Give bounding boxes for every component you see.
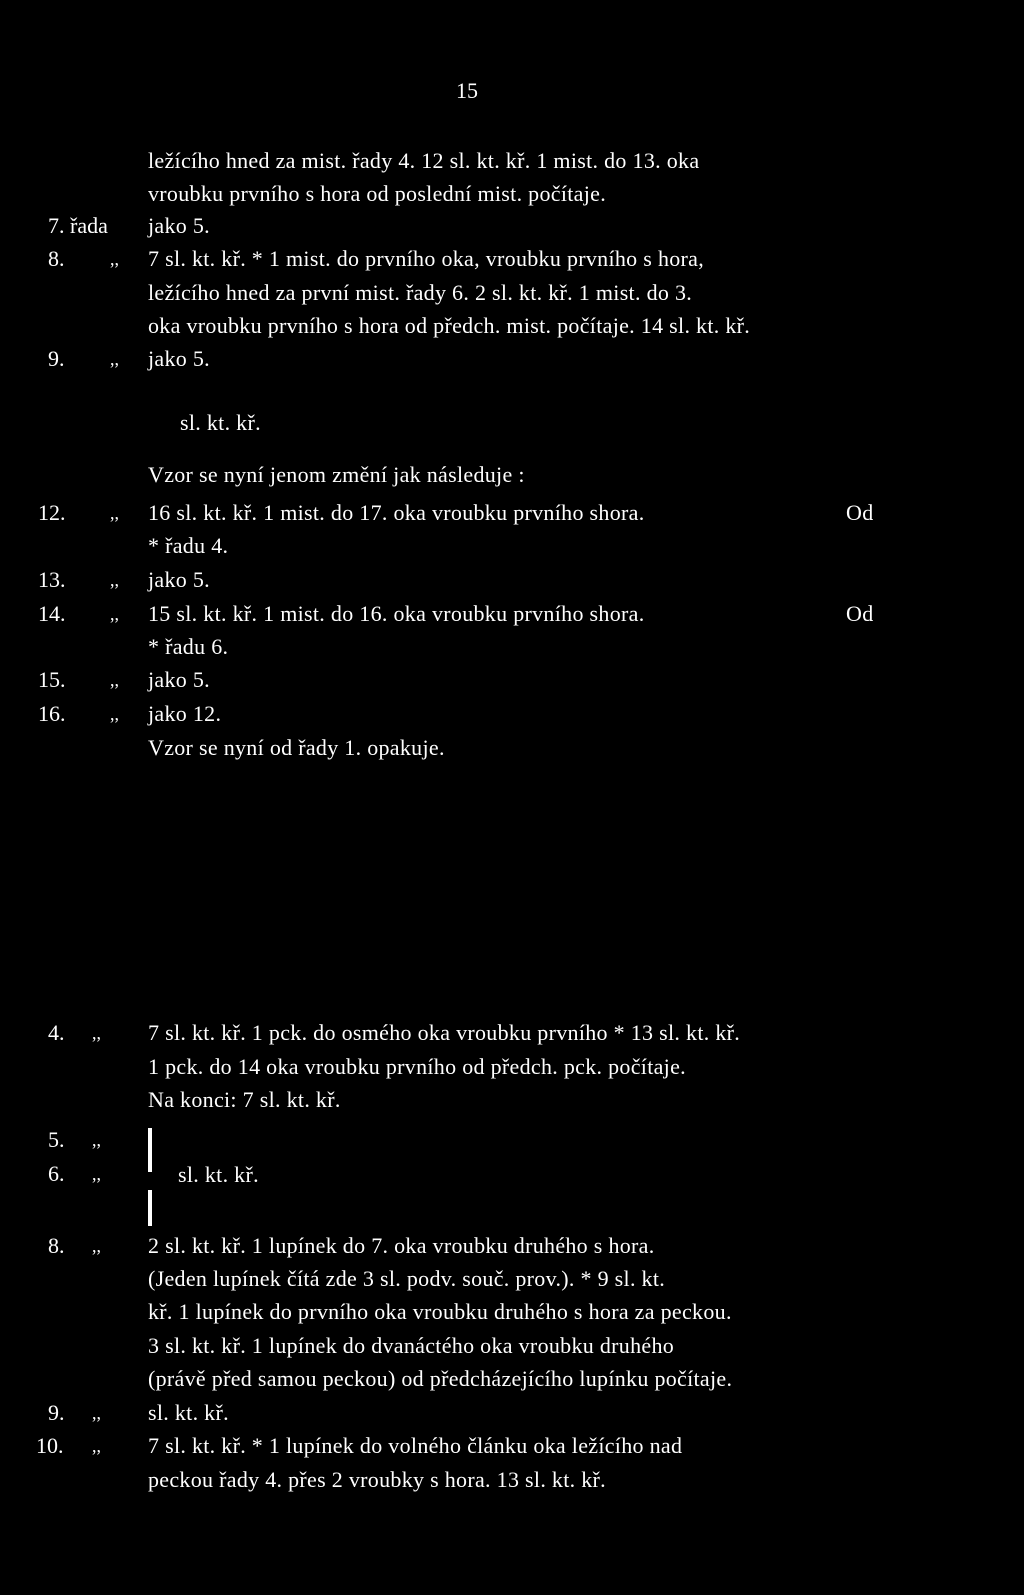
text-line: * řadu 4.	[148, 533, 229, 558]
text-line: kř. 1 lupínek do prvního oka vroubku druhého s hora za peckou.	[148, 1299, 732, 1324]
text-line: jako 5.	[148, 567, 210, 592]
ditto-mark: ,,	[110, 503, 119, 523]
ditto-mark: ,,	[92, 1436, 101, 1456]
text-line: 1 pck. do 14 oka vroubku prvního od předch. pck. počítaje.	[148, 1054, 686, 1079]
text-line: sl. kt. kř.	[148, 1400, 229, 1425]
text-line: sl. kt. kř.	[180, 410, 261, 435]
ditto-mark: ,,	[110, 570, 119, 590]
text-line: Na konci: 7 sl. kt. kř.	[148, 1087, 341, 1112]
ditto-mark: ,,	[110, 704, 119, 724]
text-line: Od	[846, 601, 874, 626]
text-line: jako 5.	[148, 346, 210, 371]
row-number: 13.	[38, 567, 66, 592]
text-line: (právě před samou peckou) od předcházejícího lupínku počítaje.	[148, 1366, 733, 1391]
text-line: vroubku prvního s hora od poslední mist. počítaje.	[148, 181, 606, 206]
row-number: 8.	[48, 246, 65, 271]
row-number: 12.	[38, 500, 66, 525]
text-line: ležícího hned za mist. řady 4. 12 sl. kt. kř. 1 mist. do 13. oka	[148, 148, 700, 173]
row-number: 14.	[38, 601, 66, 626]
row-number: 5.	[48, 1127, 65, 1152]
ditto-mark: ,,	[92, 1236, 101, 1256]
brace-lower	[148, 1190, 152, 1226]
ditto-mark: ,,	[110, 249, 119, 269]
row-number: 9.	[48, 1400, 65, 1425]
page-number: 15	[456, 78, 478, 103]
text-line: 16 sl. kt. kř. 1 mist. do 17. oka vroubku prvního shora.	[148, 500, 645, 525]
ditto-mark: ,,	[92, 1164, 101, 1184]
text-line: 7 sl. kt. kř. 1 pck. do osmého oka vroubku prvního * 13 sl. kt. kř.	[148, 1020, 741, 1045]
text-line: 2 sl. kt. kř. 1 lupínek do 7. oka vroubku druhého s hora.	[148, 1233, 655, 1258]
text-line: jako 12.	[148, 701, 222, 726]
ditto-mark: ,,	[92, 1130, 101, 1150]
text-line: Vzor se nyní jenom změní jak následuje :	[148, 462, 525, 487]
row-number: 7. řada	[48, 213, 108, 238]
ditto-mark: ,,	[110, 349, 119, 369]
ditto-mark: ,,	[110, 670, 119, 690]
text-line: Vzor se nyní od řady 1. opakuje.	[148, 735, 445, 760]
ditto-mark: ,,	[110, 604, 119, 624]
text-line: 7 sl. kt. kř. * 1 mist. do prvního oka, vroubku prvního s hora,	[148, 246, 705, 271]
row-number: 8.	[48, 1233, 65, 1258]
text-line: (Jeden lupínek čítá zde 3 sl. podv. souč. prov.). * 9 sl. kt.	[148, 1266, 666, 1291]
row-number: 6.	[48, 1161, 65, 1186]
text-line: 15 sl. kt. kř. 1 mist. do 16. oka vroubku prvního shora.	[148, 601, 645, 626]
brace-upper	[148, 1128, 152, 1172]
row-number: 16.	[38, 701, 66, 726]
text-line: jako 5.	[148, 213, 210, 238]
ditto-mark: ,,	[92, 1023, 101, 1043]
ditto-mark: ,,	[92, 1403, 101, 1423]
row-number: 15.	[38, 667, 66, 692]
text-line: ležícího hned za první mist. řady 6. 2 sl. kt. kř. 1 mist. do 3.	[148, 280, 693, 305]
text-line: * řadu 6.	[148, 634, 229, 659]
row-number: 4.	[48, 1020, 65, 1045]
text-line: oka vroubku prvního s hora od předch. mist. počítaje. 14 sl. kt. kř.	[148, 313, 751, 338]
row-number: 9.	[48, 346, 65, 371]
text-line: jako 5.	[148, 667, 210, 692]
text-line: Od	[846, 500, 874, 525]
row-number: 10.	[36, 1433, 64, 1458]
text-line: 3 sl. kt. kř. 1 lupínek do dvanáctého oka vroubku druhého	[148, 1333, 675, 1358]
text-line: 7 sl. kt. kř. * 1 lupínek do volného článku oka ležícího nad	[148, 1433, 683, 1458]
text-line: sl. kt. kř.	[178, 1162, 259, 1187]
text-line: peckou řady 4. přes 2 vroubky s hora. 13 sl. kt. kř.	[148, 1467, 606, 1492]
